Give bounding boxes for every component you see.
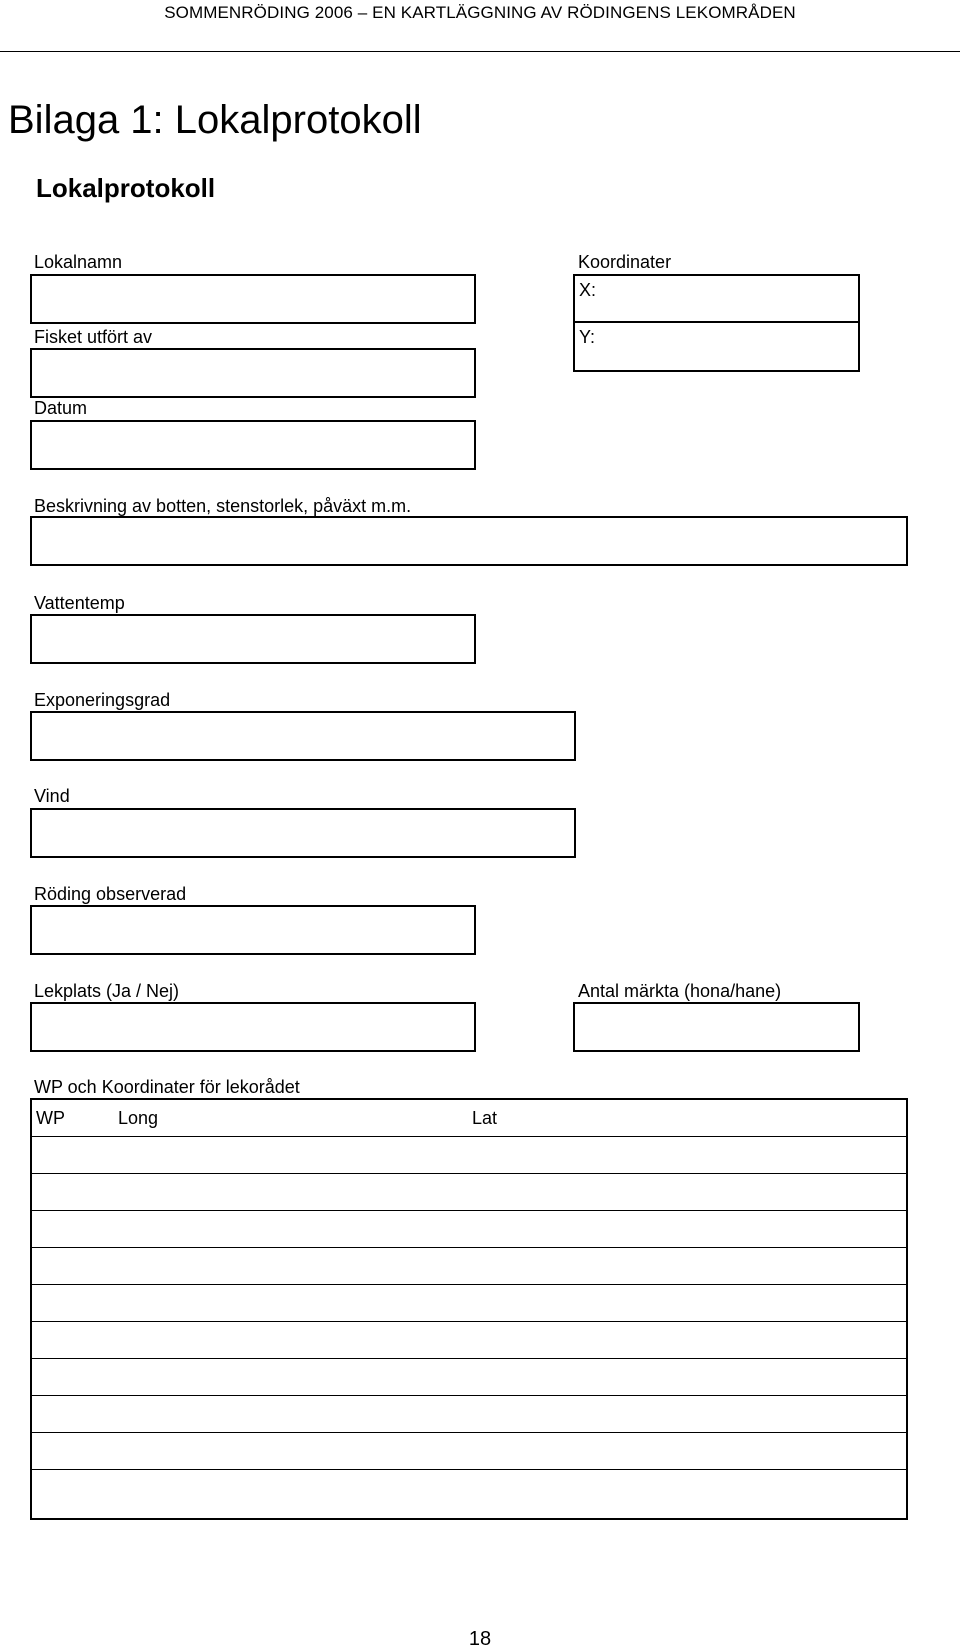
wp-table-row[interactable] [32,1322,906,1359]
wp-table-cell[interactable] [118,1433,472,1470]
wp-table-row[interactable] [32,1137,906,1174]
koordinater-label: Koordinater [578,252,672,272]
wp-table-cell[interactable] [118,1174,472,1211]
wp-table-cell[interactable] [118,1285,472,1322]
lekplats-field[interactable] [32,1004,474,1050]
vind-field[interactable] [32,810,574,856]
wp-table-cell[interactable] [118,1248,472,1285]
exponering-field[interactable] [32,713,574,759]
coordinate-x-field[interactable] [601,276,858,321]
roding-label: Röding observerad [34,884,187,904]
wp-table-cell[interactable] [472,1433,906,1470]
page-title: Bilaga 1: Lokalprotokoll [8,98,422,142]
beskrivning-field[interactable] [32,518,906,564]
wp-table-row[interactable] [32,1433,906,1470]
wp-table-cell[interactable] [32,1359,118,1396]
wp-table-cell[interactable] [118,1322,472,1359]
coordinate-y-row [575,323,858,370]
wp-table-cell[interactable] [32,1285,118,1322]
roding-box [30,905,476,955]
wp-table-cell[interactable] [32,1248,118,1285]
lokalnamn-field[interactable] [32,276,474,322]
wp-table-row[interactable] [32,1211,906,1248]
form-title: Lokalprotokoll [36,173,216,203]
antal-box [573,1002,860,1052]
exponering-box [30,711,576,761]
long-column-header: Long [118,1107,159,1128]
wp-table [32,1100,906,1506]
datum-box [30,420,476,470]
fisket-box [30,348,476,398]
wp-table-cell[interactable] [32,1396,118,1433]
wp-table-cell[interactable] [118,1211,472,1248]
vind-box [30,808,576,858]
wp-table-row[interactable] [32,1285,906,1322]
datum-field[interactable] [32,422,474,468]
koordinater-box [573,274,860,372]
roding-field[interactable] [32,907,474,953]
lekplats-box [30,1002,476,1052]
running-header: SOMMENRÖDING 2006 – EN KARTLÄGGNING AV RÖDINGENS LEKOMRÅDEN [164,3,796,22]
wp-table-cell[interactable] [32,1322,118,1359]
wp-header-row [32,1100,906,1137]
page-number: 18 [468,1628,492,1650]
wp-table-cell[interactable] [472,1248,906,1285]
coordinate-y-field[interactable] [601,323,858,370]
wp-table-cell[interactable] [472,1322,906,1359]
vattentemp-box [30,614,476,664]
wp-table-cell[interactable] [32,1137,118,1174]
wp-table-cell[interactable] [118,1137,472,1174]
lekplats-label: Lekplats (Ja / Nej) [34,981,180,1001]
wp-table-cell[interactable] [32,1174,118,1211]
antal-field[interactable] [575,1004,858,1050]
wp-table-cell[interactable] [118,1359,472,1396]
wp-table-cell[interactable] [118,1470,472,1507]
lat-column-header: Lat [472,1107,498,1128]
wp-table-cell[interactable] [472,1174,906,1211]
vind-label: Vind [34,786,70,806]
header-rule [0,51,960,52]
wp-table-cell[interactable] [472,1211,906,1248]
wp-table-row[interactable] [32,1174,906,1211]
fisket-label: Fisket utfört av [34,327,153,347]
wp-table-cell[interactable] [32,1433,118,1470]
wp-table-box [30,1098,908,1520]
vattentemp-field[interactable] [32,616,474,662]
wp-section-label: WP och Koordinater för lekorådet [34,1077,300,1097]
wp-table-cell[interactable] [32,1211,118,1248]
lokalnamn-label: Lokalnamn [34,252,123,272]
wp-table-row[interactable] [32,1470,906,1507]
beskrivning-box [30,516,908,566]
exponering-label: Exponeringsgrad [34,690,171,710]
fisket-field[interactable] [32,350,474,396]
wp-table-cell[interactable] [118,1396,472,1433]
lokalnamn-box [30,274,476,324]
coordinate-y-label: Y: [579,327,596,347]
coordinate-x-row [575,276,858,323]
wp-table-cell[interactable] [472,1396,906,1433]
wp-table-row[interactable] [32,1396,906,1433]
datum-label: Datum [34,398,88,418]
beskrivning-label: Beskrivning av botten, stenstorlek, påväxt m.m. [34,496,412,516]
wp-table-cell[interactable] [472,1285,906,1322]
wp-table-cell[interactable] [472,1137,906,1174]
wp-table-row[interactable] [32,1248,906,1285]
wp-table-cell[interactable] [472,1359,906,1396]
coordinate-x-label: X: [579,280,597,300]
wp-table-cell[interactable] [472,1470,906,1507]
antal-label: Antal märkta (hona/hane) [578,981,782,1001]
wp-table-row[interactable] [32,1359,906,1396]
wp-column-header: WP [36,1107,65,1128]
wp-table-cell[interactable] [32,1470,118,1507]
vattentemp-label: Vattentemp [34,593,125,613]
